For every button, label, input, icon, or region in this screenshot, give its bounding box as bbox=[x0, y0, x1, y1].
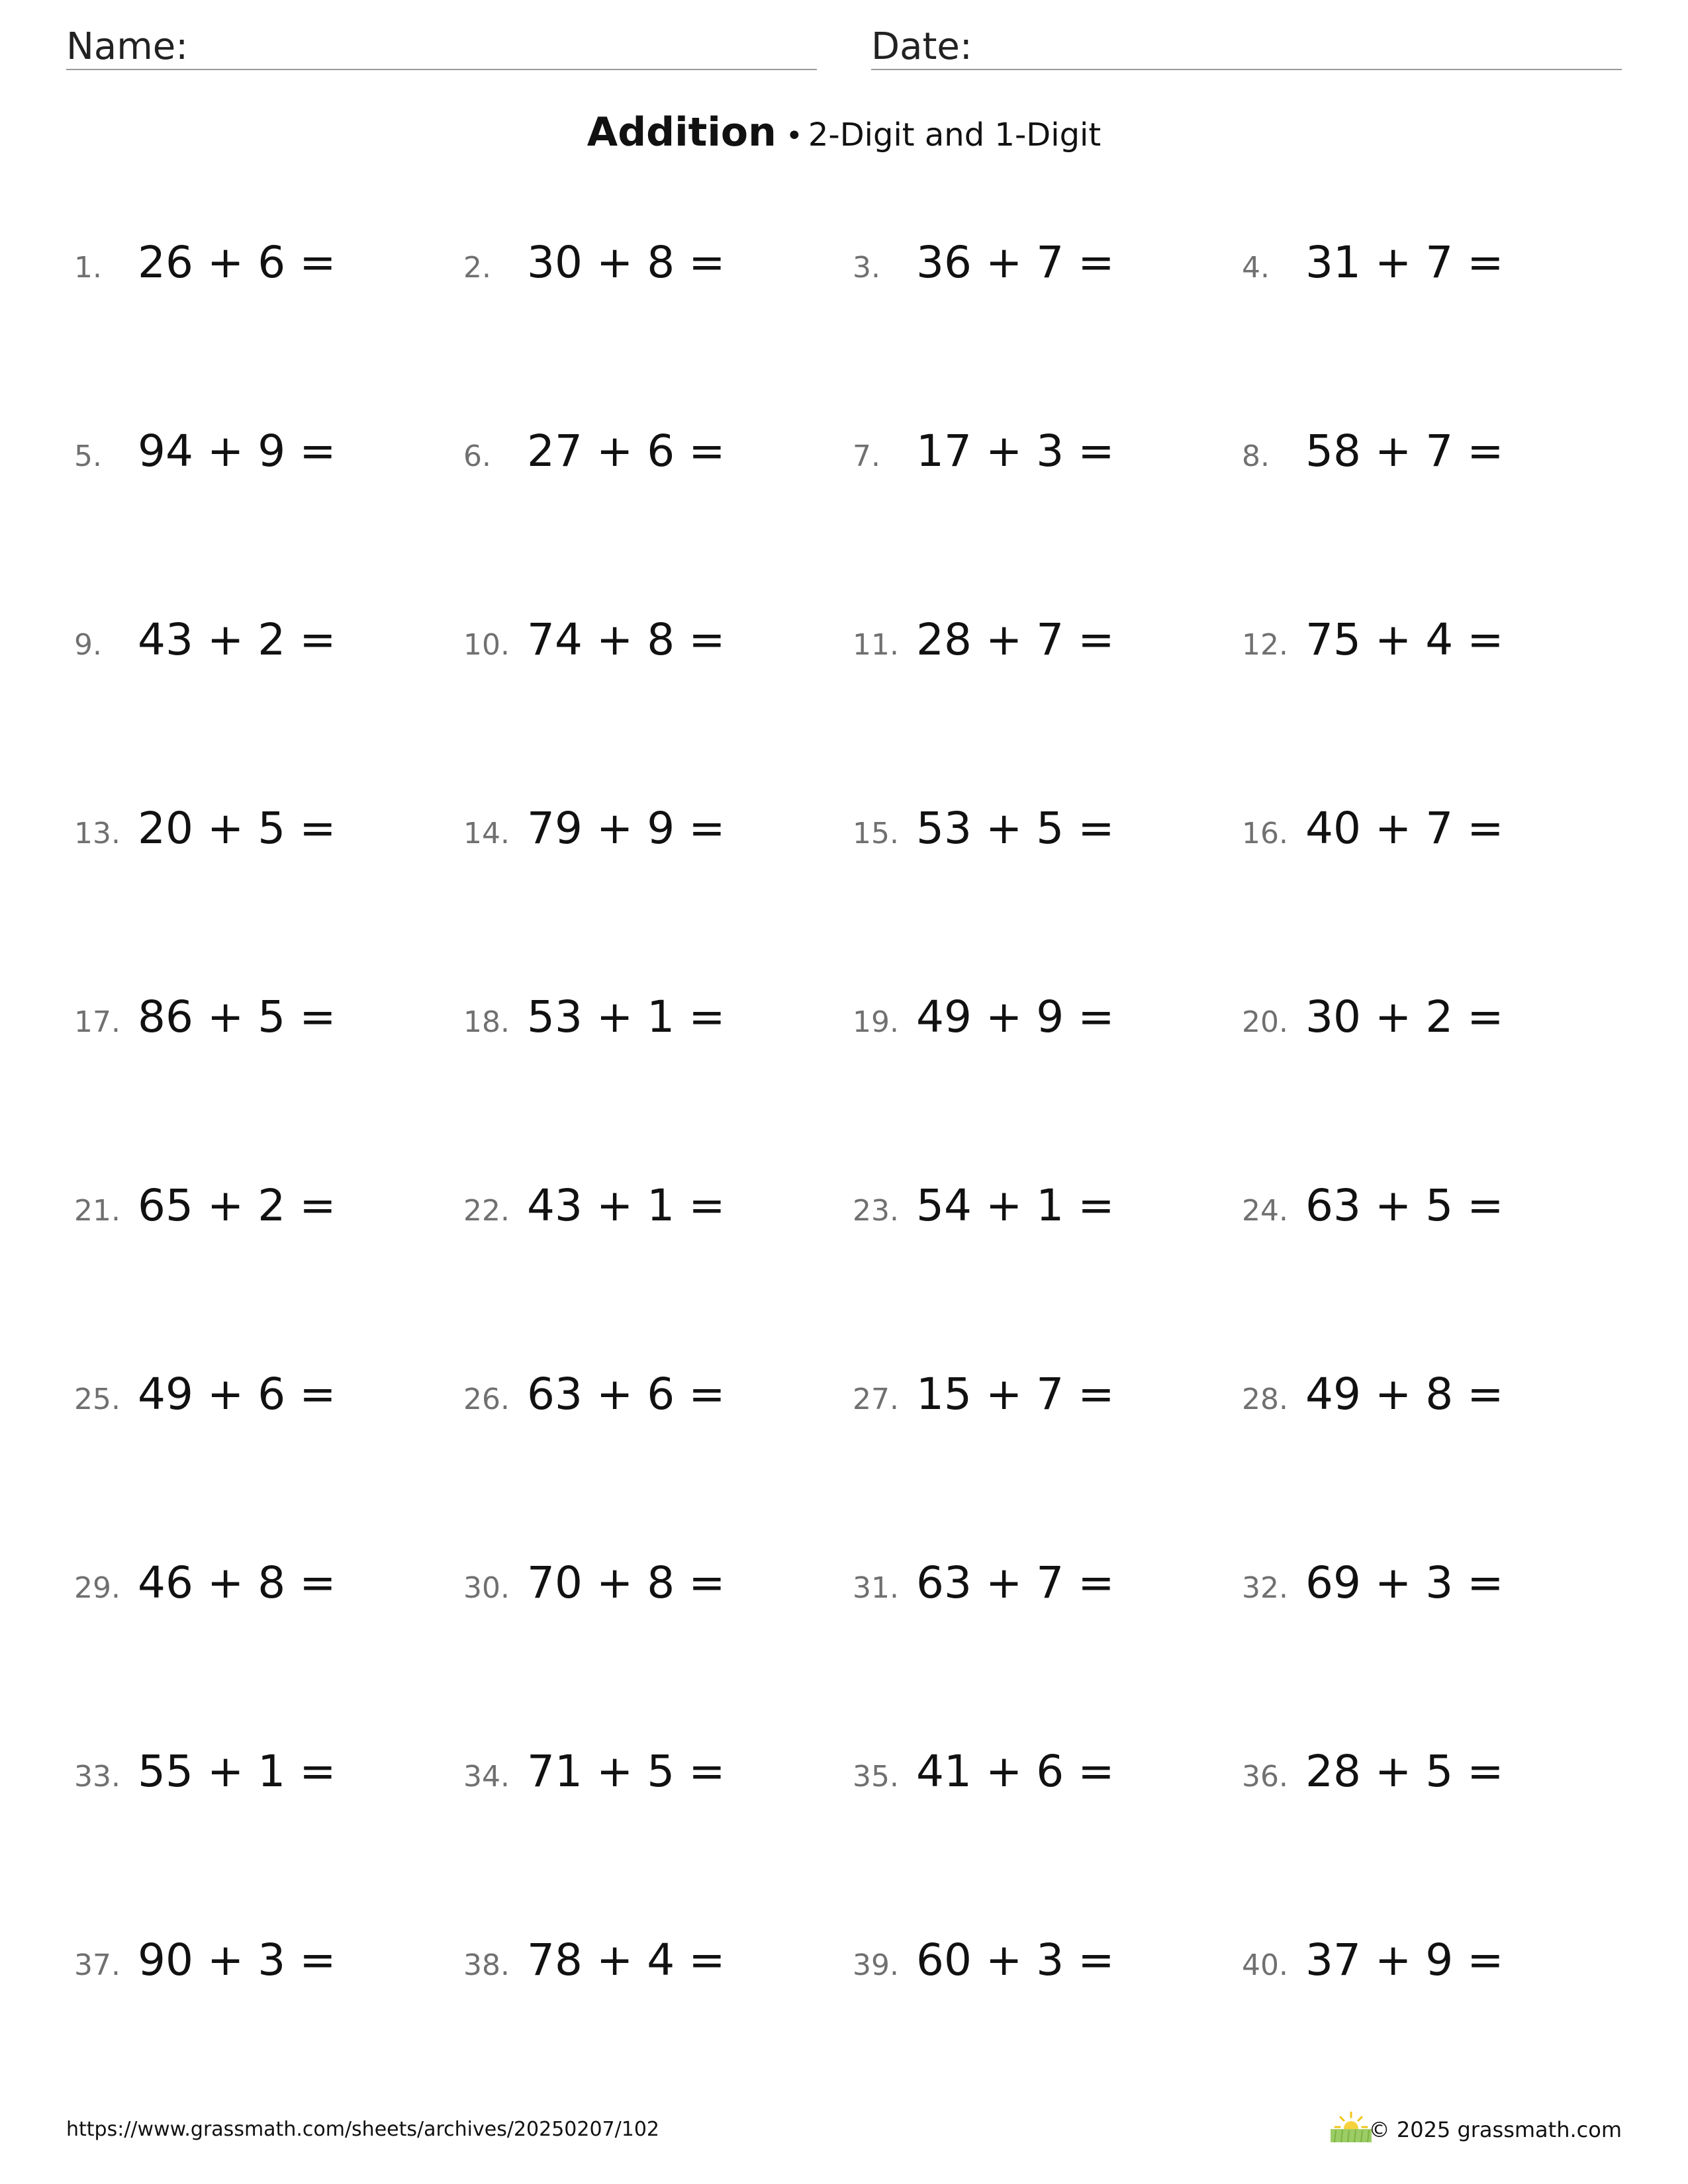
problem-expression: 41 + 6 = bbox=[916, 1746, 1115, 1797]
problem-number: 26. bbox=[463, 1383, 510, 1416]
problem-number: 16. bbox=[1242, 817, 1288, 850]
problem-expression: 79 + 9 = bbox=[527, 803, 726, 854]
problem-item bbox=[1242, 1180, 1631, 1369]
problem-item bbox=[1242, 803, 1631, 991]
problem-number: 25. bbox=[74, 1383, 120, 1416]
problem-item bbox=[853, 426, 1242, 614]
problem-expression: 43 + 2 = bbox=[138, 614, 336, 665]
problem-item bbox=[853, 614, 1242, 803]
problem-expression: 15 + 7 = bbox=[916, 1369, 1115, 1420]
problem-number: 24. bbox=[1242, 1194, 1288, 1228]
name-field[interactable] bbox=[66, 25, 817, 70]
problem-expression: 55 + 1 = bbox=[138, 1746, 336, 1797]
problem-number: 36. bbox=[1242, 1760, 1288, 1794]
problem-expression: 75 + 4 = bbox=[1305, 614, 1504, 665]
problem-item bbox=[463, 803, 853, 991]
problem-expression: 49 + 9 = bbox=[916, 991, 1115, 1042]
problem-expression: 86 + 5 = bbox=[138, 991, 336, 1042]
problem-item bbox=[853, 1746, 1242, 1934]
problem-item bbox=[1242, 614, 1631, 803]
name-label: Name: bbox=[66, 25, 189, 68]
problem-item bbox=[74, 803, 463, 991]
problem-number: 27. bbox=[853, 1383, 899, 1416]
problem-number: 12. bbox=[1242, 628, 1288, 662]
problem-expression: 36 + 7 = bbox=[916, 237, 1115, 288]
problem-item bbox=[463, 426, 853, 614]
problem-item bbox=[74, 1934, 463, 2123]
problem-number: 5. bbox=[74, 439, 102, 473]
problem-expression: 30 + 2 = bbox=[1305, 991, 1504, 1042]
problem-expression: 58 + 7 = bbox=[1305, 426, 1504, 477]
problem-item bbox=[1242, 1369, 1631, 1557]
problem-number: 14. bbox=[463, 817, 510, 850]
problem-item bbox=[853, 237, 1242, 426]
problem-item bbox=[853, 803, 1242, 991]
problem-expression: 63 + 6 = bbox=[527, 1369, 726, 1420]
grass-sun-logo-icon bbox=[1328, 2110, 1374, 2143]
footer-copyright: © 2025 grassmath.com bbox=[1368, 2117, 1622, 2142]
problem-number: 17. bbox=[74, 1005, 120, 1039]
problem-number: 18. bbox=[463, 1005, 510, 1039]
problem-expression: 65 + 2 = bbox=[138, 1180, 336, 1231]
problem-item bbox=[463, 991, 853, 1180]
problem-number: 29. bbox=[74, 1571, 120, 1605]
problem-expression: 27 + 6 = bbox=[527, 426, 726, 477]
problem-expression: 46 + 8 = bbox=[138, 1557, 336, 1608]
problem-item bbox=[74, 614, 463, 803]
date-field[interactable] bbox=[871, 25, 1622, 70]
problem-expression: 53 + 5 = bbox=[916, 803, 1115, 854]
problem-number: 23. bbox=[853, 1194, 899, 1228]
problem-expression: 78 + 4 = bbox=[527, 1934, 726, 1985]
problem-expression: 40 + 7 = bbox=[1305, 803, 1504, 854]
problem-expression: 70 + 8 = bbox=[527, 1557, 726, 1608]
problem-item bbox=[1242, 1746, 1631, 1934]
problem-item bbox=[853, 991, 1242, 1180]
problem-expression: 94 + 9 = bbox=[138, 426, 336, 477]
problem-number: 35. bbox=[853, 1760, 899, 1794]
problem-item bbox=[463, 1180, 853, 1369]
problem-number: 21. bbox=[74, 1194, 120, 1228]
problem-number: 38. bbox=[463, 1948, 510, 1982]
problem-item bbox=[463, 1369, 853, 1557]
problem-number: 2. bbox=[463, 251, 491, 285]
problem-number: 37. bbox=[74, 1948, 120, 1982]
problem-number: 8. bbox=[1242, 439, 1270, 473]
problem-item bbox=[1242, 1934, 1631, 2123]
problem-expression: 37 + 9 = bbox=[1305, 1934, 1504, 1985]
problem-expression: 30 + 8 = bbox=[527, 237, 726, 288]
footer-url: https://www.grassmath.com/sheets/archives/20250207/102 bbox=[66, 2118, 660, 2141]
problem-expression: 17 + 3 = bbox=[916, 426, 1115, 477]
problem-expression: 49 + 6 = bbox=[138, 1369, 336, 1420]
problem-number: 9. bbox=[74, 628, 102, 662]
title-subtitle: 2-Digit and 1-Digit bbox=[808, 116, 1102, 154]
problem-expression: 54 + 1 = bbox=[916, 1180, 1115, 1231]
problem-number: 34. bbox=[463, 1760, 510, 1794]
problem-item bbox=[463, 1934, 853, 2123]
problem-expression: 53 + 1 = bbox=[527, 991, 726, 1042]
problem-item bbox=[74, 1557, 463, 1746]
problem-expression: 28 + 5 = bbox=[1305, 1746, 1504, 1797]
title-main: Addition bbox=[586, 109, 776, 156]
problem-item bbox=[463, 1746, 853, 1934]
problem-item bbox=[463, 614, 853, 803]
problem-number: 40. bbox=[1242, 1948, 1288, 1982]
problem-item bbox=[853, 1934, 1242, 2123]
problem-grid bbox=[74, 237, 1597, 2130]
problem-expression: 71 + 5 = bbox=[527, 1746, 726, 1797]
problem-item bbox=[74, 1369, 463, 1557]
problem-expression: 20 + 5 = bbox=[138, 803, 336, 854]
problem-number: 1. bbox=[74, 251, 102, 285]
problem-item bbox=[74, 426, 463, 614]
problem-expression: 60 + 3 = bbox=[916, 1934, 1115, 1985]
problem-number: 7. bbox=[853, 439, 880, 473]
problem-expression: 28 + 7 = bbox=[916, 614, 1115, 665]
worksheet-title bbox=[0, 99, 1688, 169]
problem-number: 32. bbox=[1242, 1571, 1288, 1605]
problem-number: 15. bbox=[853, 817, 899, 850]
problem-number: 39. bbox=[853, 1948, 899, 1982]
problem-number: 10. bbox=[463, 628, 510, 662]
problem-item bbox=[74, 1746, 463, 1934]
problem-expression: 43 + 1 = bbox=[527, 1180, 726, 1231]
problem-item bbox=[1242, 991, 1631, 1180]
problem-expression: 26 + 6 = bbox=[138, 237, 336, 288]
problem-item bbox=[1242, 237, 1631, 426]
problem-number: 28. bbox=[1242, 1383, 1288, 1416]
problem-expression: 49 + 8 = bbox=[1305, 1369, 1504, 1420]
problem-expression: 74 + 8 = bbox=[527, 614, 726, 665]
problem-item bbox=[853, 1369, 1242, 1557]
problem-number: 30. bbox=[463, 1571, 510, 1605]
problem-item bbox=[74, 991, 463, 1180]
problem-expression: 90 + 3 = bbox=[138, 1934, 336, 1985]
problem-number: 19. bbox=[853, 1005, 899, 1039]
problem-number: 13. bbox=[74, 817, 120, 850]
problem-item bbox=[74, 1180, 463, 1369]
problem-item bbox=[74, 237, 463, 426]
problem-expression: 69 + 3 = bbox=[1305, 1557, 1504, 1608]
problem-number: 31. bbox=[853, 1571, 899, 1605]
problem-number: 3. bbox=[853, 251, 880, 285]
problem-item bbox=[853, 1180, 1242, 1369]
problem-item bbox=[463, 237, 853, 426]
problem-number: 11. bbox=[853, 628, 899, 662]
problem-number: 20. bbox=[1242, 1005, 1288, 1039]
problem-number: 22. bbox=[463, 1194, 510, 1228]
problem-number: 33. bbox=[74, 1760, 120, 1794]
problem-item bbox=[1242, 426, 1631, 614]
title-separator: • bbox=[785, 119, 803, 153]
problem-item bbox=[463, 1557, 853, 1746]
problem-expression: 63 + 5 = bbox=[1305, 1180, 1504, 1231]
problem-expression: 63 + 7 = bbox=[916, 1557, 1115, 1608]
problem-expression: 31 + 7 = bbox=[1305, 237, 1504, 288]
problem-item bbox=[853, 1557, 1242, 1746]
problem-number: 4. bbox=[1242, 251, 1270, 285]
problem-item bbox=[1242, 1557, 1631, 1746]
problem-number: 6. bbox=[463, 439, 491, 473]
date-label: Date: bbox=[871, 25, 972, 68]
